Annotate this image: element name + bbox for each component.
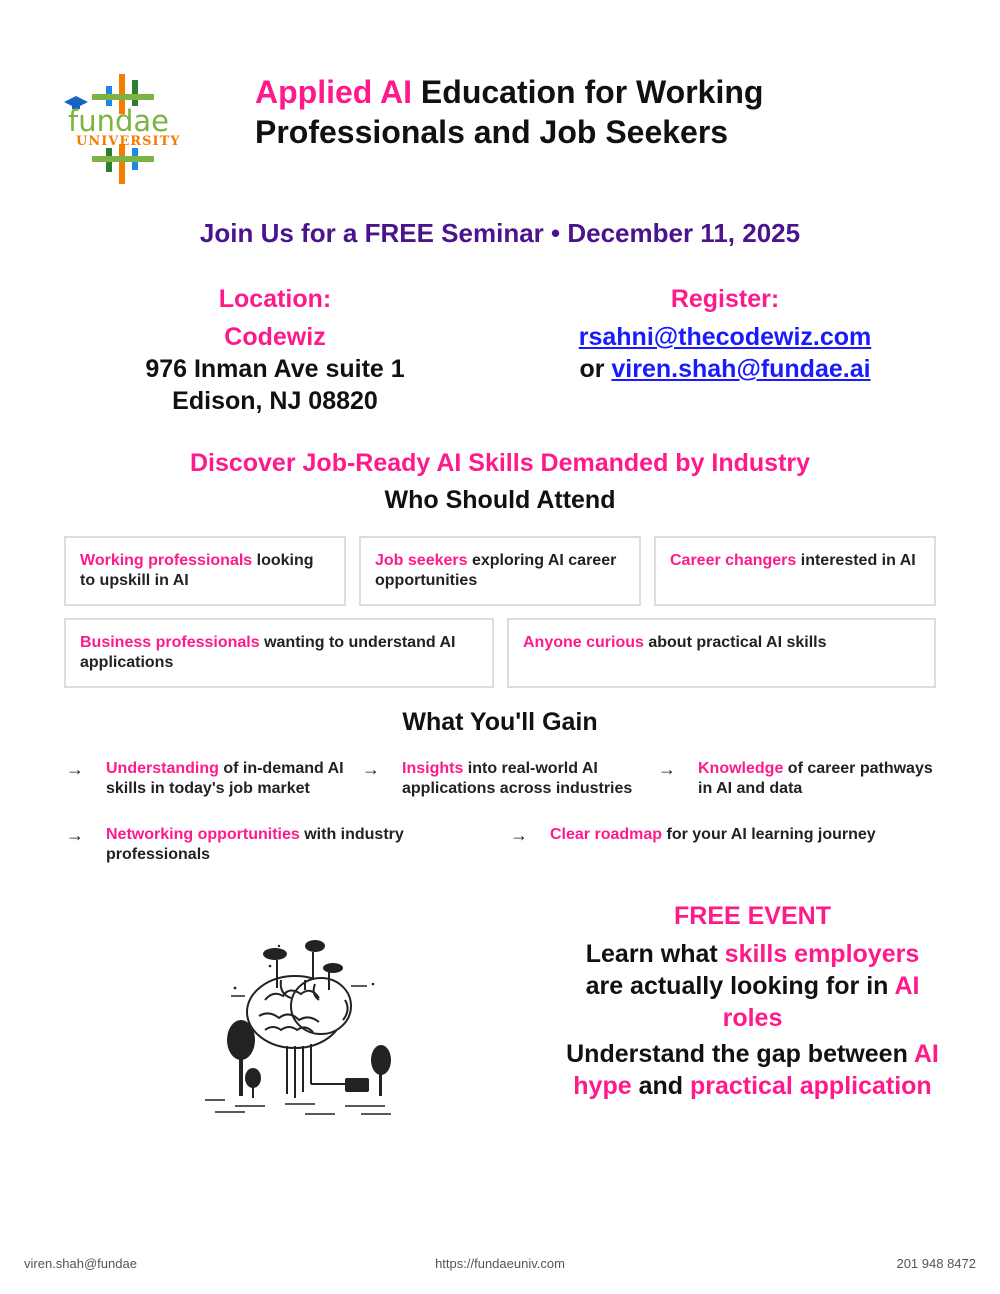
p2-text-a: Understand the gap between [566, 1040, 914, 1068]
gain-item [66, 759, 356, 803]
card-text: interested in AI [796, 552, 916, 569]
attend-card [359, 536, 641, 606]
arrow-right-icon: → [66, 759, 84, 779]
gain-highlight: Networking opportunities [106, 826, 300, 843]
headline-highlight: Applied AI [255, 74, 413, 110]
brain-tree-illustration [195, 920, 405, 1120]
card-highlight: Job seekers [375, 552, 468, 569]
register-email-link-1[interactable]: rsahni@thecodewiz.com [578, 323, 872, 351]
location-label: Location: [218, 285, 332, 313]
attend-card [654, 536, 936, 606]
card-highlight: Career changers [670, 552, 797, 569]
card-highlight: Business professionals [80, 634, 260, 651]
logo-wordmark: fundae [68, 104, 169, 138]
footer-phone: 201 948 8472 [896, 1256, 976, 1271]
gain-item [362, 759, 652, 803]
address-line-1: 976 Inman Ave suite 1 [145, 355, 405, 383]
gain-highlight: Knowledge [698, 760, 784, 777]
card-text: wanting to understand AI applications [80, 634, 456, 671]
attend-card [507, 618, 936, 688]
attend-card [64, 618, 494, 688]
gain-text: with industry professionals [106, 826, 404, 863]
footer-website[interactable]: https://fundaeuniv.com [435, 1256, 565, 1271]
gain-highlight: Clear roadmap [550, 826, 663, 843]
arrow-right-icon: → [510, 825, 528, 845]
gain-item [66, 825, 466, 869]
gain-text: of career pathways in AI and data [698, 760, 933, 797]
gain-text: of in-demand AI skills in today's job market [106, 760, 344, 797]
register-email-link-2[interactable]: viren.shah@fundae.ai [611, 355, 871, 383]
card-highlight: Working professionals [80, 552, 253, 569]
p2-text-b: and [631, 1072, 690, 1100]
what-youll-gain-title: What You'll Gain [402, 708, 598, 736]
register-label: Register: [670, 285, 780, 313]
p1-text-a: Learn what [585, 940, 725, 968]
card-text: about practical AI skills [643, 634, 827, 651]
card-text: exploring AI career opportunities [375, 552, 617, 589]
register-or: or [579, 355, 612, 383]
p2-highlight-a: AI hype [573, 1040, 939, 1100]
location-block [100, 284, 450, 417]
free-event-block [565, 900, 940, 1106]
free-event-paragraph-2 [565, 1038, 940, 1102]
gain-item [658, 759, 948, 803]
card-highlight: Anyone curious [523, 634, 644, 651]
brain-illustration-icon [195, 920, 405, 1120]
seminar-banner: Join Us for a FREE Seminar • December 11, 2025 [199, 218, 801, 248]
who-should-attend-title: Who Should Attend [384, 486, 616, 514]
free-event-tag: FREE EVENT [674, 902, 831, 930]
free-event-paragraph-1 [565, 938, 940, 1034]
arrow-right-icon: → [658, 759, 676, 779]
fundae-university-logo [62, 72, 182, 187]
card-text: looking to upskill in AI [80, 552, 314, 589]
discover-heading: Discover Job-Ready AI Skills Demanded by Industry [189, 449, 811, 477]
page-headline [255, 72, 875, 152]
register-block [520, 284, 930, 385]
address-line-2: Edison, NJ 08820 [172, 387, 378, 415]
gain-text: into real-world AI applications across industries [402, 760, 633, 797]
headline-rest: Education for Working Professionals and Job Seekers [255, 74, 764, 150]
gain-item [510, 825, 930, 849]
footer-email: viren.shah@fundae [24, 1256, 137, 1271]
p1-highlight-b: AI roles [722, 972, 920, 1032]
p1-highlight-a: skills employers [724, 940, 920, 968]
gain-highlight: Insights [402, 760, 464, 777]
logo-subtitle: UNIVERSITY [76, 134, 181, 149]
p1-text-b: are actually looking for in [585, 972, 895, 1000]
gain-text: for your AI learning journey [662, 826, 876, 843]
arrow-right-icon: → [66, 825, 84, 845]
venue-name: Codewiz [224, 323, 326, 351]
gain-highlight: Understanding [106, 760, 219, 777]
arrow-right-icon: → [362, 759, 380, 779]
p2-highlight-b: practical application [689, 1072, 932, 1100]
attend-card [64, 536, 346, 606]
